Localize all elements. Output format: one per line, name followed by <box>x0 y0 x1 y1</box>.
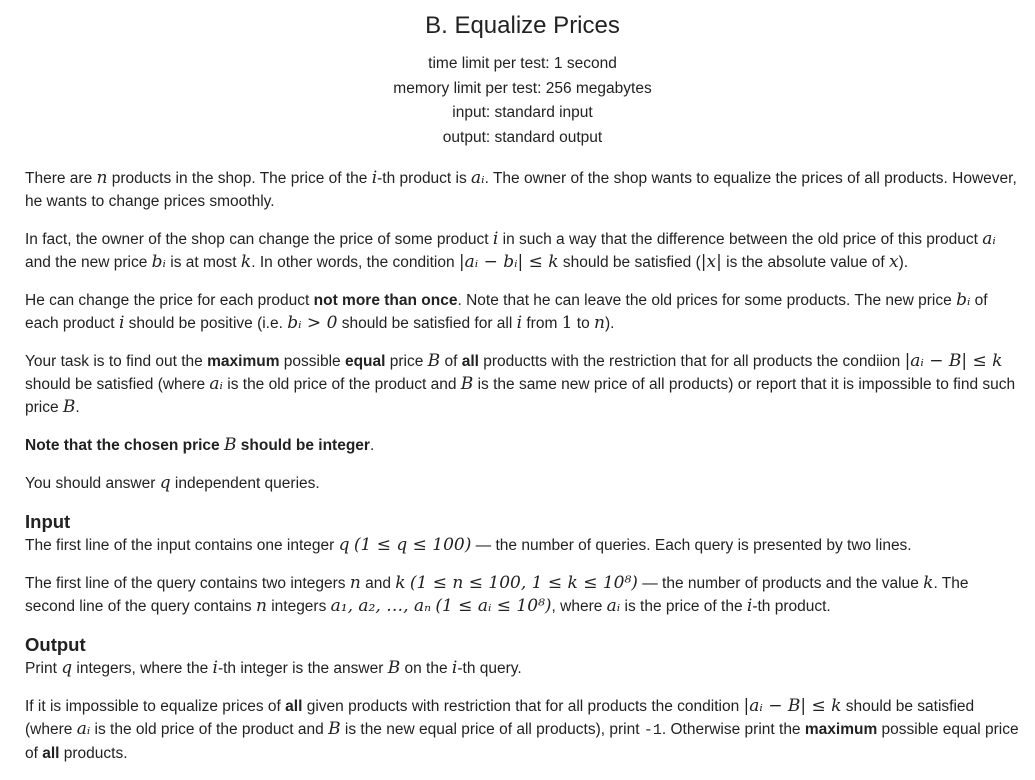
bold-text: all <box>42 745 60 762</box>
math: k <box>240 252 252 272</box>
math: i <box>212 658 218 678</box>
text: is the price of the <box>620 598 747 615</box>
input-paragraph-2 <box>25 572 1020 618</box>
math: n <box>349 573 361 593</box>
text: If it is impossible to equalize prices of <box>25 698 286 715</box>
math: aᵢ <box>606 596 621 616</box>
text: . The owner of the shop wants to equalize the prices of all products. However, he wants to change prices smoothly. <box>25 170 1017 210</box>
text: Your task is to find out the <box>25 353 208 370</box>
problem-title: B. Equalize Prices <box>425 12 620 39</box>
math: |aᵢ − B| ≤ k <box>743 696 842 716</box>
bold-text: Note that the chosen price <box>25 437 224 454</box>
statement-paragraph-5 <box>25 434 1020 457</box>
text: productts with the restriction that for all products the condiion <box>478 353 905 370</box>
math: i <box>746 596 753 616</box>
output-file: output: standard output <box>442 128 603 146</box>
text: In fact, the owner of the shop can change the price of some product <box>25 231 493 248</box>
text: products. <box>59 745 128 762</box>
math: i <box>118 313 125 333</box>
math: B <box>223 435 237 455</box>
text: — the number of products and the value <box>637 575 924 592</box>
math: n <box>96 168 108 188</box>
math: (1 ≤ n ≤ 100, 1 ≤ k ≤ 10⁸) <box>409 573 638 593</box>
math: a₁, a₂, …, aₙ <box>330 596 432 616</box>
math: bᵢ <box>956 290 971 310</box>
text: Print <box>25 660 62 677</box>
text: ). <box>605 315 615 332</box>
text: to <box>572 315 595 332</box>
math: 1 <box>561 313 573 333</box>
problem-statement <box>25 0 1020 780</box>
input-paragraph-1 <box>25 534 1020 557</box>
output-paragraph-2 <box>25 695 1020 765</box>
legend <box>25 167 1020 495</box>
text: in such a way that the difference between the old price of this product <box>498 231 983 248</box>
output-section-title: Output <box>25 634 86 655</box>
math: (1 ≤ aᵢ ≤ 10⁸) <box>435 596 552 616</box>
bold-text: equal <box>344 353 386 370</box>
text: from <box>522 315 562 332</box>
text: -th query. <box>457 660 522 677</box>
text: is the old price of the product and <box>90 721 329 738</box>
text: -th product. <box>752 598 831 615</box>
text: , where <box>551 598 607 615</box>
math: |x| <box>700 252 722 272</box>
text: He can change the price for each product <box>25 292 314 309</box>
math: aᵢ <box>982 229 996 249</box>
text: and <box>360 575 396 592</box>
text: given products with restriction that for all products the condition <box>302 698 744 715</box>
input-specification <box>25 510 1020 618</box>
math: |aᵢ − bᵢ| ≤ k <box>458 252 559 272</box>
bold-text: maximum <box>804 721 878 738</box>
memory-limit: memory limit per test: 256 megabytes <box>393 79 652 97</box>
input-section-title: Input <box>25 511 71 532</box>
math: k <box>395 573 406 593</box>
text: integers <box>266 598 331 615</box>
text: and the new price <box>25 254 152 271</box>
text: should be satisfied (where <box>25 698 975 738</box>
text: The first line of the input contains one integer <box>25 537 339 554</box>
text: — the number of queries. Each query is presented by two lines. <box>471 537 912 554</box>
math: aᵢ <box>209 374 223 394</box>
math: i <box>371 168 378 188</box>
text: You should answer <box>25 475 160 492</box>
math: n <box>255 596 267 616</box>
text: should be satisfied ( <box>558 254 701 271</box>
text: should be satisfied (where <box>25 376 210 393</box>
text: . Note that he can leave the old prices for some products. The new price <box>457 292 957 309</box>
text: . <box>369 437 375 454</box>
text: possible <box>279 353 345 370</box>
text: possible equal price of <box>25 721 1019 762</box>
math: k <box>923 573 934 593</box>
text: . The second line of the query contains <box>25 575 969 615</box>
bold-text: all <box>285 698 303 715</box>
text: on the <box>400 660 452 677</box>
text: There are <box>25 170 97 187</box>
text: is the absolute value of <box>721 254 889 271</box>
problem-header <box>25 12 1020 150</box>
text: should be positive (i.e. <box>124 315 288 332</box>
math: i <box>516 313 523 333</box>
text: -th product is <box>377 170 472 187</box>
statement-paragraph-2 <box>25 228 1020 274</box>
text: ). <box>898 254 909 271</box>
math: B <box>460 374 474 394</box>
math: B <box>387 658 401 678</box>
text: is the new equal price of all products), print <box>340 721 644 738</box>
math: bᵢ <box>151 252 166 272</box>
math: q <box>338 535 350 555</box>
statement-paragraph-3 <box>25 289 1020 335</box>
text: . Otherwise print the <box>661 721 805 738</box>
text: of <box>440 353 462 370</box>
text: The first line of the query contains two integers <box>25 575 350 592</box>
output-specification <box>25 633 1020 765</box>
math: aᵢ <box>471 168 485 188</box>
output-paragraph-1 <box>25 657 1020 680</box>
math: (1 ≤ q ≤ 100) <box>353 535 472 555</box>
text: price <box>385 353 428 370</box>
text: -th integer is the answer <box>217 660 388 677</box>
text: products in the shop. The price of the <box>107 170 372 187</box>
math: B <box>328 719 341 739</box>
math: n <box>594 313 605 333</box>
time-limit: time limit per test: 1 second <box>428 55 617 72</box>
text: is at most <box>165 254 241 271</box>
math: x <box>889 252 899 272</box>
text: of each product <box>25 292 988 332</box>
text: is the old price of the product and <box>222 376 461 393</box>
math: bᵢ > 0 <box>287 313 338 333</box>
bold-text: not more than once <box>313 292 458 309</box>
bold-text: all <box>461 353 479 370</box>
text: . In other words, the condition <box>251 254 459 271</box>
math: q <box>61 658 73 678</box>
math: |aᵢ − B| ≤ k <box>904 351 1003 371</box>
code-value: -1 <box>643 722 662 739</box>
bold-text: should be integer <box>236 437 370 454</box>
statement-paragraph-6 <box>25 472 1020 495</box>
statement-paragraph-1 <box>25 167 1020 213</box>
math: i <box>492 229 499 249</box>
math: B <box>427 351 441 371</box>
math: i <box>451 658 458 678</box>
text: integers, where the <box>72 660 213 677</box>
text: should be satisfied for all <box>337 315 517 332</box>
input-file: input: standard input <box>452 104 593 121</box>
text: independent queries. <box>170 475 320 492</box>
bold-text: maximum <box>207 353 280 370</box>
statement-paragraph-4 <box>25 350 1020 419</box>
text: is the same new price of all products) or report that it is impossible to find such price <box>25 376 1016 416</box>
math: aᵢ <box>76 719 91 739</box>
math: q <box>159 473 171 493</box>
text: . <box>75 399 80 416</box>
math: B <box>62 397 76 417</box>
